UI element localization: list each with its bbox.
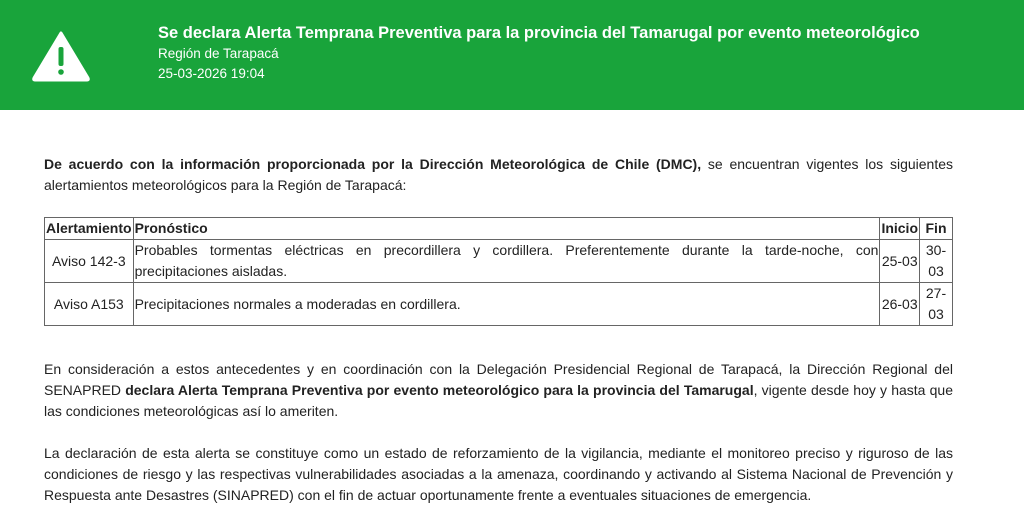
cell-inicio: 26-03 (880, 283, 920, 326)
header-inicio: Inicio (880, 218, 920, 240)
intro-text: se encuentran vigentes los siguientes alertamientos meteorológicos para la Región de Tarapacá: (44, 156, 953, 193)
table-row (45, 240, 953, 283)
cell-fin: 30-03 (920, 240, 953, 283)
intro-paragraph (44, 154, 953, 196)
cell-fin: 27-03 (920, 283, 953, 326)
declaration-text-end: , vigente desde hoy y hasta que las condiciones meteorológicas así lo ameriten. (44, 382, 953, 419)
alerts-table (44, 217, 953, 326)
declaration-text: En consideración a estos antecedentes y en coordinación con la Delegación Presidencial Regional de Tarapacá, la Dirección Regional del SENAPRED (44, 361, 953, 398)
header-alertamiento: Alertamiento (45, 218, 134, 240)
cell-alertamiento: Aviso 142-3 (45, 240, 134, 283)
cell-inicio: 25-03 (880, 240, 920, 283)
cell-pronostico: Probables tormentas eléctricas en precordillera y cordillera. Preferentemente durante la tarde-noche, con precipitaciones aisladas. (133, 240, 880, 283)
header-pronostico: Pronóstico (133, 218, 880, 240)
declaration-bold: declara Alerta Temprana Preventiva por evento meteorológico para la provincia del Tamarugal (125, 382, 754, 398)
declaration-paragraph (44, 359, 953, 422)
alert-title: Se declara Alerta Temprana Preventiva para la provincia del Tamarugal por evento meteorológico (158, 24, 920, 42)
table-row (45, 283, 953, 326)
explanation-paragraph: La declaración de esta alerta se constituye como un estado de reforzamiento de la vigilancia, mediante el monitoreo preciso y riguroso de las condiciones de riesgo y las respectivas vulnerabilidades asociadas a la amenaza, coordinando y activando al Sistema Nacional de Prevención y Respuesta ante Desastres (SINAPRED) con el fin de actuar oportunamente frente a eventuales situaciones de emergencia. (44, 445, 953, 503)
alert-region: Región de Tarapacá (158, 46, 279, 61)
header-fin: Fin (920, 218, 953, 240)
table-header (45, 218, 953, 240)
alert-datetime: 25-03-2026 19:04 (158, 66, 265, 81)
alert-banner (0, 0, 1024, 110)
intro-bold: De acuerdo con la información proporcionada por la Dirección Meteorológica de Chile (DMC), (44, 156, 702, 172)
cell-alertamiento: Aviso A153 (45, 283, 134, 326)
warning-triangle-icon (31, 30, 91, 82)
alert-body (44, 154, 953, 506)
cell-pronostico: Precipitaciones normales a moderadas en cordillera. (133, 283, 880, 326)
